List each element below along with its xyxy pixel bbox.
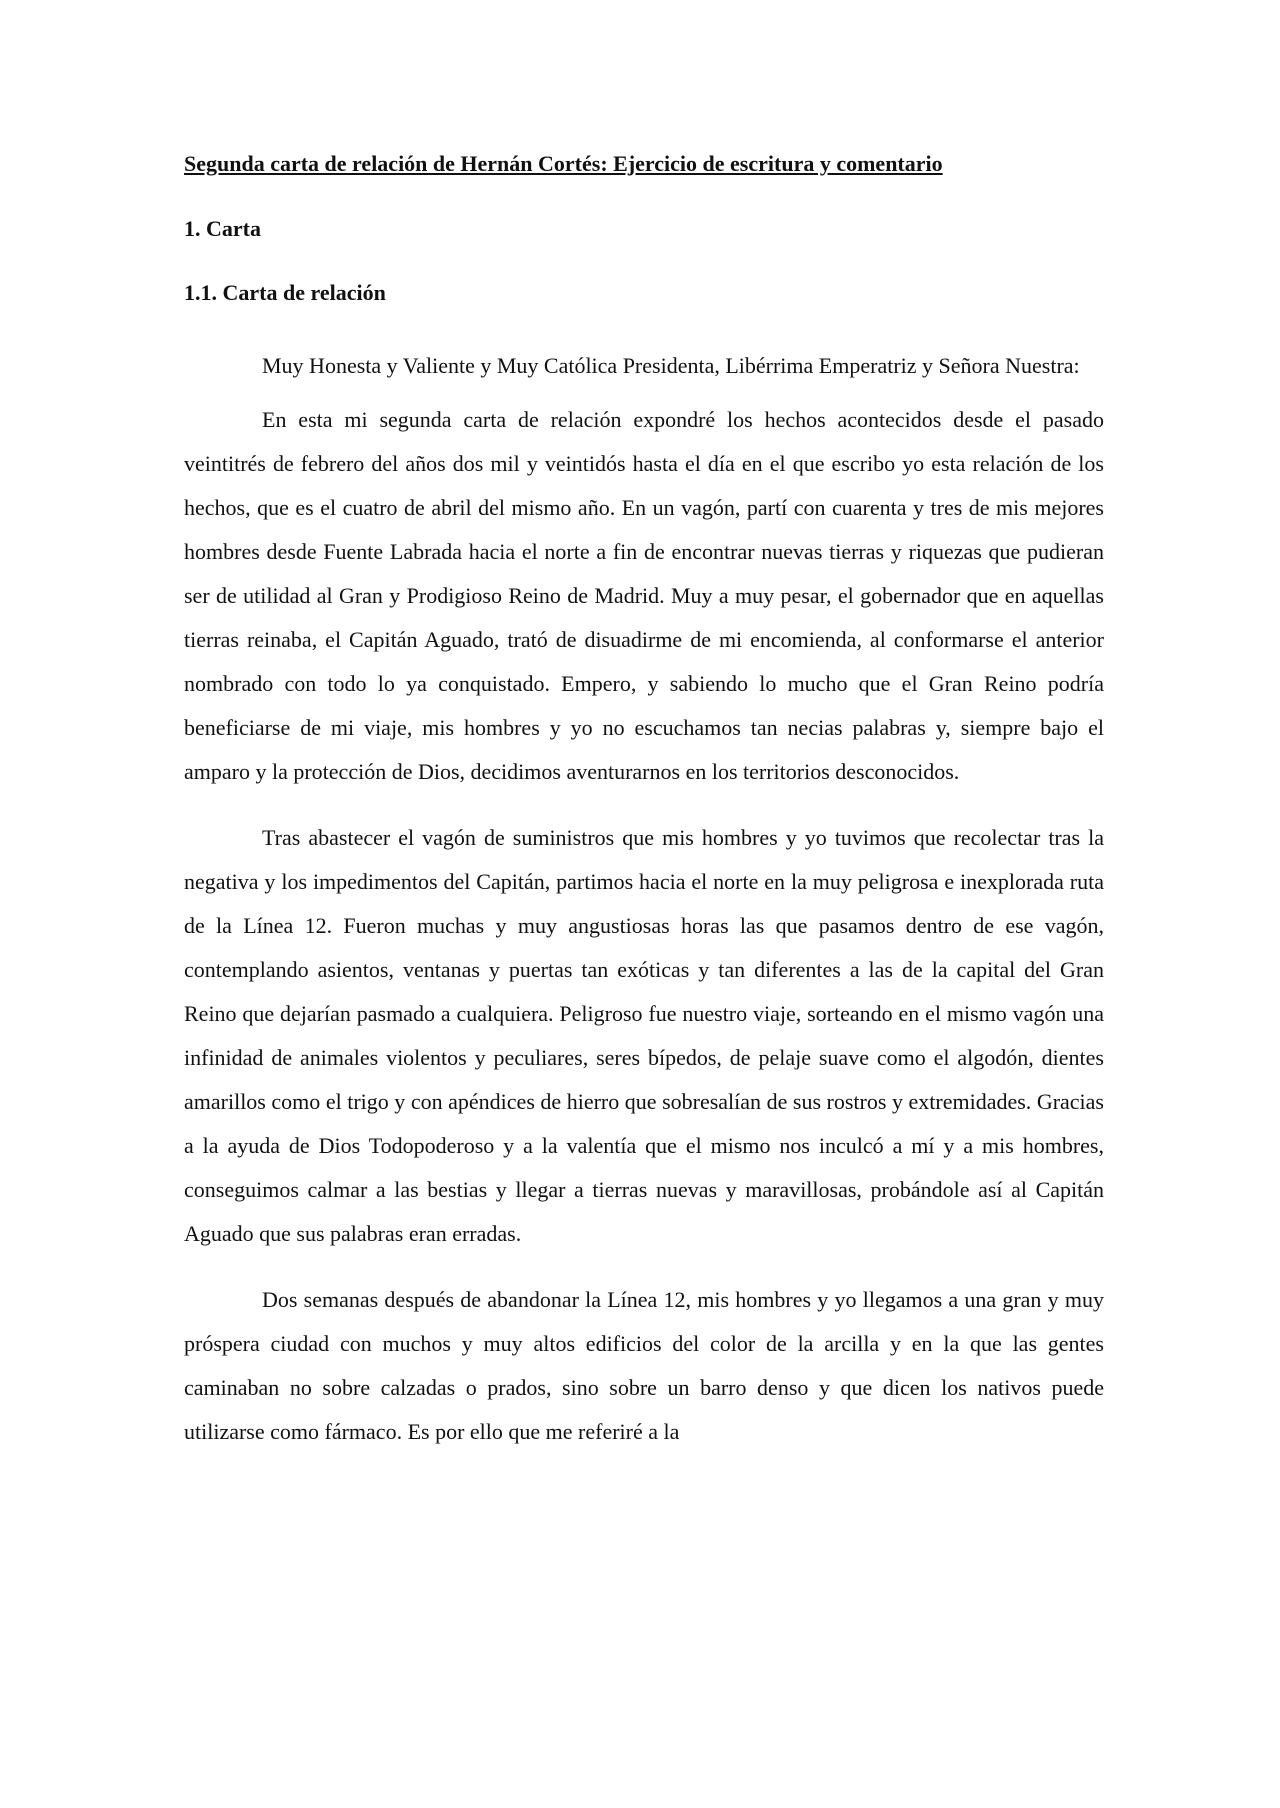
paragraph-salutation: Muy Honesta y Valiente y Muy Católica Presidenta, Libérrima Emperatriz y Señora Nuestra: [262,352,1080,378]
section-heading-1: 1. Carta [184,215,261,241]
paragraph-2: Tras abastecer el vagón de suministros que mis hombres y yo tuvimos que recolectar tras la negativa y los impedimentos del Capitán, partimos hacia el norte en la muy peligrosa e inexplorada ruta de la Línea 12. Fueron muchas y muy angustiosas horas las que pasamos dentro de ese vagón, contemplando asientos, ventanas y puertas tan exóticas y tan diferentes a las de la capital del Gran Reino que dejarían pasmado a cualquiera. Peligroso fue nuestro viaje, sorteando en el mismo vagón una infinidad de animales violentos y peculiares, seres bípedos, de pelaje suave como el algodón, dientes amarillos como el trigo y con apéndices de hierro que sobresalían de sus rostros y extremidades. Gracias a la ayuda de Dios Todopoderoso y a la valentía que el mismo nos inculcó a mí y a mis hombres, conseguimos calmar a las bestias y llegar a tierras nuevas y maravillosas, probándole así al Capitán Aguado que sus palabras eran erradas. [184,824,1104,1246]
section-heading-1-1: 1.1. Carta de relación [184,280,386,306]
paragraph-3: Dos semanas después de abandonar la Línea 12, mis hombres y yo llegamos a una gran y muy próspera ciudad con muchos y muy altos edificios del color de la arcilla y en la que las gentes caminaban no sobre calzadas o prados, sino sobre un barro denso y que dicen los nativos puede utilizarse como fármaco. Es por ello que me referiré a la [184,1286,1104,1444]
document-title: Segunda carta de relación de Hernán Cortés: Ejercicio de escritura y comentario [184,151,943,176]
paragraph-1: En esta mi segunda carta de relación expondré los hechos acontecidos desde el pasado veintitrés de febrero del años dos mil y veintidós hasta el día en el que escribo yo esta relación de los hechos, que es el cuatro de abril del mismo año. En un vagón, partí con cuarenta y tres de mis mejores hombres desde Fuente Labrada hacia el norte a fin de encontrar nuevas tierras y riquezas que pudieran ser de utilidad al Gran y Prodigioso Reino de Madrid. Muy a muy pesar, el gobernador que en aquellas tierras reinaba, el Capitán Aguado, trató de disuadirme de mi encomienda, al conformarse el anterior nombrado con todo lo ya conquistado. Empero, y sabiendo lo mucho que el Gran Reino podría beneficiarse de mi viaje, mis hombres y yo no escuchamos tan necias palabras y, siempre bajo el amparo y la protección de Dios, decidimos aventurarnos en los territorios desconocidos. [184,406,1104,784]
document-body [184,150,1104,1476]
